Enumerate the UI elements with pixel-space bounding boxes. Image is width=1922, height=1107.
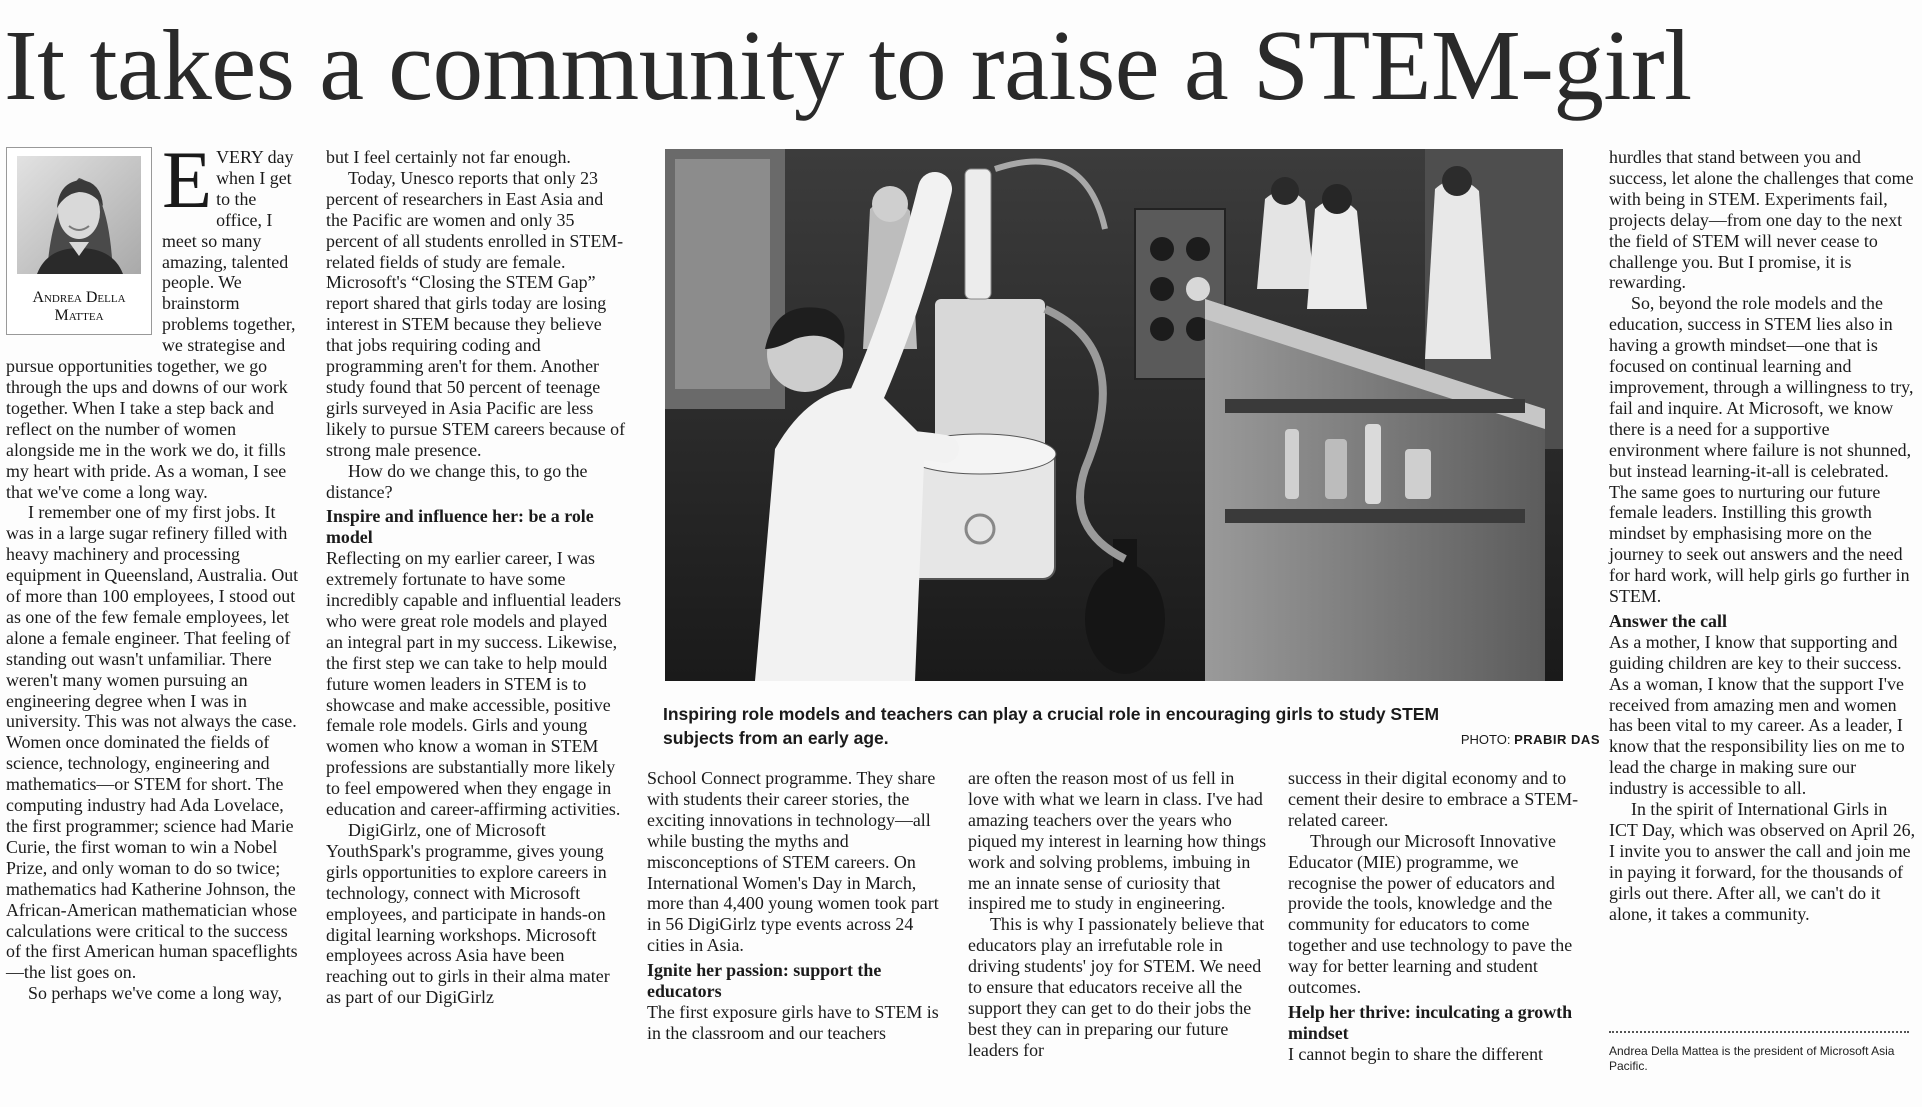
paragraph: So, beyond the role models and the education, success in STEM lies also in having a growth mindset—one that is focused on continual learning and improvement, through a willingness to try, fail and inquire. At Microsoft, we know there is a need for a supportive environment where failure is not shunned, but instead learning-it-all is celebrated. The same goes to nurturing our future female leaders. Instilling this growth mindset by emphasising more on the journey to seek out answers and the need for hard work, will help girls go further in STEM. <box>1609 293 1914 607</box>
paragraph: In the spirit of International Girls in ICT Day, which was observed on April 26, I invite you to answer the call and join me in paying it forward, for the thousands of girls out there. After all, we can't do it alone, it takes a community. <box>1609 799 1916 924</box>
paragraph: DigiGirlz, one of Microsoft YouthSpark's programme, gives young girls opportunities to explore careers in technology, connect with Microsoft employees, and participate in hands-on digital learning workshops. Microsoft employees across Asia have been reaching out to girls in their alma mater as part of our DigiGirlz <box>326 820 610 1008</box>
article-column-5 <box>1288 768 1584 1065</box>
author-portrait <box>17 156 141 274</box>
headline: It takes a community to raise a STEM-girl <box>4 9 1692 121</box>
paragraph: How do we change this, to go the distance? <box>326 460 588 502</box>
paragraph: As a mother, I know that supporting and guiding children are key to their success. As a woman, I know that the support I've received from amazing men and women has been vital to my career. As a leader, I know that the responsibility lies on me to lead the charge in making sure our industry is accessible to all. <box>1609 631 1905 799</box>
paragraph: I cannot begin to share the different <box>1288 1043 1544 1064</box>
divider <box>1609 1031 1909 1033</box>
paragraph: but I feel certainly not far enough. <box>326 147 571 167</box>
article-column-4 <box>968 768 1268 1061</box>
photo-credit: PHOTO: PRABIR DAS <box>1460 732 1600 747</box>
paragraph: hurdles that stand between you and success, let alone the challenges that come with being in STEM. Experiments fail, projects delay—from one day to the next the field of STEM will never cease to challenge you. But I promise, it is rewarding. <box>1609 147 1914 293</box>
paragraph: This is why I passionately believe that educators play an irrefutable role in driving students' joy for STEM. We need to ensure that educators receive all the support they can get to do their jobs the best they can in preparing our future leaders for <box>968 914 1265 1060</box>
paragraph: The first exposure girls have to STEM is in the classroom and our teachers <box>647 1001 939 1043</box>
subheading: Ignite her passion: support the educators <box>647 960 882 1002</box>
paragraph: Reflecting on my earlier career, I was extremely fortunate to have some incredibly capable and influential leaders who were great role models and played an integral part in my success. Likewise, the first step we can take to help mould future women leaders in STEM is to showcase and make accessible, positive female role models. Girls and young women who know a woman in STEM professions are substantially more likely to feel empowered when they engage in education and career-affirming activities. <box>326 548 622 820</box>
paragraph: Through our Microsoft Innovative Educator (MIE) programme, we recognise the power of educators and provide the tools, knowledge and the community for educators to come together and use technology to pave the way for better learning and student outcomes. <box>1288 830 1573 998</box>
subheading: Help her thrive: inculcating a growth mindset <box>1288 1001 1573 1043</box>
article-column-2 <box>326 147 628 1008</box>
paragraph: success in their digital economy and to cement their desire to embrace a STEM-related career. <box>1288 768 1579 830</box>
author-bio: Andrea Della Mattea is the president of Microsoft Asia Pacific. <box>1609 1044 1895 1073</box>
author-box <box>6 147 152 335</box>
paragraph: are often the reason most of us fell in love with what we learn in class. I've had amazing teachers over the years who piqued my interest in learning how things work and solving problems, imbuing in me an innate sense of curiosity that inspired me to study in engineering. <box>968 768 1267 914</box>
drop-cap: E <box>162 134 213 225</box>
paragraph: Today, Unesco reports that only 23 percent of researchers in East Asia and the Pacific are women and only 35 percent of all students enrolled in STEM-related fields of study are female. Microsoft's “Closing the STEM Gap” report shared that girls today are losing interest in STEM because they believe that jobs requiring coding and programming aren't for them. Another study found that 50 percent of teenage girls surveyed in Asia Pacific are less likely to pursue STEM careers because of strong male presence. <box>326 167 626 460</box>
paragraph: I remember one of my first jobs. It was in a large sugar refinery filled with heavy machinery and processing equipment in Queensland, Australia. Out of more than 100 employees, I stood out as one of the few female employees, let alone a female engineer. That feeling of standing out wasn't unfamiliar. There weren't many women pursuing an engineering degree when I was in university. This was not always the case. Women once dominated the fields of science, technology, engineering and mathematics—or STEM for short. The computing industry had Ada Lovelace, the first programmer; science had Marie Curie, the first woman to win a Nobel Prize, and only woman to do so twice; mathematics had Katherine Johnson, the African-American mathematician whose calculations were critical to the success of the first American human spaceflights—the list goes on. <box>6 502 299 983</box>
photo-caption: Inspiring role models and teachers can play a crucial role in encouraging girls to study STEM subjects from an early age. <box>663 704 1440 748</box>
paragraph: EVERY day when I get to the office, I meet so many amazing, talented people. We brainstorm problems together, we strategise and pursue opportunities together, we go through the ups and downs of our work together. When I take a step back and reflect on the number of women alongside me in the work we do, it fills my heart with pride. As a woman, I see that we've come a long way. <box>6 134 296 502</box>
author-name: Andrea Della Mattea <box>32 288 126 324</box>
paragraph: So perhaps we've come a long way, <box>28 983 282 1004</box>
subheading: Answer the call <box>1609 610 1727 631</box>
lab-photo <box>665 149 1563 681</box>
article-column-3 <box>647 768 952 1044</box>
paragraph: School Connect programme. They share with students their career stories, the exciting innovations in technology—all while busting the myths and misconceptions of STEM careers. On International Women's Day in March, more than 4,400 young women took part in 56 DigiGirlz type events across 24 cities in Asia. <box>647 768 939 956</box>
article-column-6 <box>1609 147 1916 925</box>
article-column-1 <box>6 134 306 1004</box>
subheading: Inspire and influence her: be a role model <box>326 506 594 548</box>
